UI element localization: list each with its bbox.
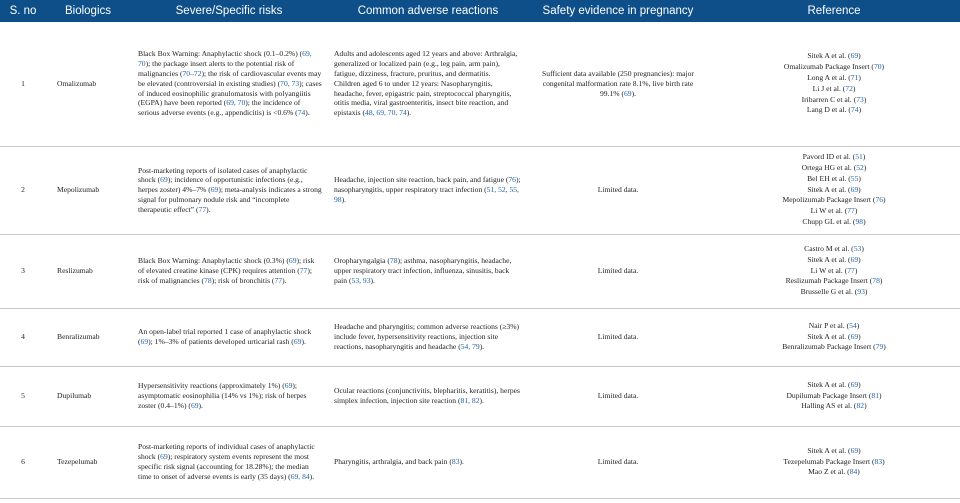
citation-number[interactable]: 81, 82 [460, 396, 480, 405]
table-row [0, 146, 960, 234]
reference-name: Sitek A et al. ( [807, 254, 851, 264]
reference-number-link[interactable]: 53 [853, 244, 862, 253]
reference-cell [708, 366, 960, 426]
reference-entry [712, 287, 956, 298]
reference-name: Omalizumab Package Insert ( [783, 62, 874, 72]
cell-text: ); respiratory system events represent the most specific risk signal (accounting for 18.28%); the median time to onset of adverse events is early (35 days) ( [138, 452, 310, 481]
reference-number-link[interactable]: 69 [850, 51, 859, 61]
reference-number-link[interactable]: 69 [850, 379, 859, 389]
cell-text: Limited data. [597, 266, 639, 276]
reference-name: Nair P et al. ( [808, 320, 850, 330]
reference-number-link[interactable]: 77 [847, 265, 855, 275]
reference-tail: ) [858, 445, 861, 455]
severe-risks-cell [130, 366, 328, 426]
cell-text: Black Box Warning: Anaphylactic shock (0.1–0.2%) ( [138, 49, 303, 59]
cell-text: ); nasopharyngitis, upper respiratory tract infection ( [334, 175, 521, 195]
cell-text: ); asymptomatic eosinophilia (14% vs 1%); risk of herpes zoster (0.4–1%) ( [138, 381, 307, 410]
reference-name: Sitek A et al. ( [807, 445, 851, 455]
cell-text: Post-marketing reports of individual cases of anaphylactic shock ( [138, 442, 315, 462]
reference-name: Ortega HG et al. ( [801, 163, 857, 172]
biologic-name: Reslizumab [46, 234, 130, 308]
severe-risks-cell [130, 426, 328, 498]
pregnancy-evidence-cell [528, 366, 708, 426]
reference-entry [712, 95, 956, 106]
reference-tail: ) [881, 62, 885, 72]
reference-entry [712, 73, 956, 84]
citation-number[interactable]: 51, 52, 55, 98 [334, 185, 519, 204]
row-number: 3 [0, 234, 46, 308]
reference-cell [708, 308, 960, 366]
reference-number-link[interactable]: 74 [850, 105, 859, 115]
reference-tail: ) [861, 244, 864, 253]
reference-entry [712, 51, 956, 62]
reference-name: Long A et al. ( [807, 72, 851, 82]
reference-entry [712, 457, 956, 468]
pregnancy-evidence-cell [528, 308, 708, 366]
row-number: 6 [0, 426, 46, 498]
reference-tail: ) [864, 287, 868, 297]
reference-entry [712, 244, 956, 255]
reference-name: Sitek A et al. ( [807, 379, 851, 389]
reference-tail: ) [856, 320, 860, 330]
reference-tail: ) [863, 216, 866, 226]
citation-number[interactable]: 70, 73 [280, 78, 300, 88]
citation-number[interactable]: 69 [190, 400, 199, 410]
row-number: 5 [0, 366, 46, 426]
reference-entry [712, 217, 956, 228]
reference-number-link[interactable]: 69 [850, 184, 859, 194]
cell-text: Pharyngitis, arthralgia, and back pain ( [334, 457, 452, 467]
reference-entry [712, 276, 956, 287]
reference-tail: ) [863, 163, 867, 172]
reference-entry [712, 195, 956, 206]
cell-text: ). [631, 88, 637, 98]
row-number: 1 [0, 22, 46, 146]
reference-number-link[interactable]: 98 [855, 216, 864, 226]
cell-text: ). [479, 396, 484, 405]
reference-entry [712, 206, 956, 217]
reference-number-link[interactable]: 71 [850, 72, 859, 82]
cell-text: ); cases of induced eosinophilic granulomatosis with polyangiitis (EGPA) have been reported ( [138, 78, 322, 108]
reference-name: Benralizumab Package Insert ( [782, 342, 876, 352]
severe-risks-cell [130, 146, 328, 234]
reference-number-link[interactable]: 55 [850, 173, 859, 183]
citation-number[interactable]: 77 [274, 275, 283, 285]
citation-number[interactable]: 78 [389, 256, 398, 266]
reference-entry [712, 332, 956, 343]
reference-tail: ) [858, 105, 862, 115]
header-safety-evidence-pregnancy: Safety evidence in pregnancy [528, 0, 708, 22]
reference-name: Sitek A et al. ( [807, 184, 851, 194]
cell-text: ). [370, 275, 375, 285]
adverse-reactions-cell [328, 146, 528, 234]
adverse-reactions-cell [328, 308, 528, 366]
reference-name: Reslizumab Package Insert ( [785, 276, 873, 286]
cell-text: ); risk of elevated creatine kinase (CPK) requires attention ( [138, 256, 315, 276]
citation-number[interactable]: 78 [204, 275, 212, 285]
severe-risks-cell [130, 308, 328, 366]
cell-text: ); incidence of opportunistic infections (e.g., herpes zoster) 4%–7% ( [138, 175, 303, 195]
citation-number[interactable]: 69 [288, 256, 297, 266]
cell-text: Post-marketing reports of isolated cases of anaphylactic shock ( [138, 165, 308, 185]
citation-number[interactable]: 74 [297, 108, 306, 118]
cell-text: Limited data. [597, 332, 639, 342]
reference-name: Bel EH et al. ( [807, 173, 851, 183]
reference-number-link[interactable]: 72 [845, 83, 853, 93]
adverse-reactions-cell [328, 426, 528, 498]
reference-tail: ) [882, 456, 885, 466]
reference-cell [708, 146, 960, 234]
adverse-reactions-cell [328, 366, 528, 426]
cell-text: ); meta-analysis indicates a strong signal for pulmonary nodule risk and “incomplete therapeutic effect” ( [138, 185, 322, 214]
reference-tail: ) [879, 276, 883, 286]
citation-number[interactable]: 53, 93 [351, 275, 371, 285]
reference-tail: ) [858, 379, 861, 389]
reference-number-link[interactable]: 69 [850, 445, 859, 455]
table-row [0, 22, 960, 146]
row-number: 2 [0, 146, 46, 234]
reference-tail: ) [879, 390, 882, 400]
reference-entry [712, 342, 956, 353]
reference-number-link[interactable]: 79 [875, 342, 884, 352]
cell-text: ). [479, 341, 485, 351]
reference-name: Li W et al. ( [810, 206, 848, 216]
citation-number[interactable]: 70–72 [182, 69, 202, 79]
reference-entry [712, 255, 956, 266]
reference-entry [712, 105, 956, 116]
citation-number[interactable]: 69 [284, 381, 293, 391]
reference-tail: ) [852, 83, 856, 93]
table-header [0, 0, 960, 22]
reference-number-link[interactable]: 84 [849, 467, 858, 477]
cell-text: ); 1%–3% of patients developed urticarial rash ( [148, 337, 294, 346]
table-row [0, 308, 960, 366]
reference-entry [712, 185, 956, 196]
reference-cell [708, 22, 960, 146]
cell-text: ). [305, 108, 310, 118]
cell-text: Black Box Warning: Anaphylactic shock (0.3%) ( [138, 256, 289, 266]
cell-text: ). [282, 275, 287, 285]
reference-tail: ) [854, 206, 858, 216]
cell-text: ); risk of malignancies ( [138, 266, 312, 285]
reference-entry [712, 152, 956, 163]
cell-text: Hypersensitivity reactions (approximately 1%) ( [138, 381, 285, 391]
cell-text: ). [206, 204, 211, 214]
reference-number-link[interactable]: 83 [874, 456, 883, 466]
header-common-adverse-reactions: Common adverse reactions [328, 0, 528, 22]
reference-name: Li W et al. ( [810, 265, 848, 275]
reference-tail: ) [858, 173, 861, 183]
cell-text: ). [406, 108, 412, 118]
citation-number[interactable]: 69 [140, 337, 149, 346]
reference-number-link[interactable]: 73 [856, 94, 864, 104]
reference-name: Castro M et al. ( [804, 244, 854, 253]
reference-name: Sitek A et al. ( [807, 331, 851, 341]
cell-text: ); asthma, nasopharyngitis, headache, upper respiratory tract infection, influenza, sinusitis, back pain ( [334, 256, 512, 285]
table-row [0, 366, 960, 426]
cell-text: Children aged 6 to under 12 years: Nasopharyngitis, headache, fever, epigastric pain, streptococcal pharyngitis, otitis media, viral gastroenteritis, insect bite reaction, and epistaxis ( [334, 78, 512, 118]
adverse-reactions-cell [328, 234, 528, 308]
pregnancy-evidence-cell [528, 22, 708, 146]
reference-number-link[interactable]: 77 [847, 206, 855, 216]
reference-name: Dupilumab Package Insert ( [786, 390, 872, 400]
reference-entry [712, 391, 956, 402]
reference-tail: ) [857, 467, 860, 477]
reference-name: Iribarren C et al. ( [801, 94, 857, 104]
citation-number[interactable]: 69 [624, 88, 632, 98]
citation-number[interactable]: 69, 84 [290, 471, 310, 481]
reference-entry [712, 84, 956, 95]
reference-tail: ) [862, 152, 866, 162]
reference-name: Mepolizumab Package Insert ( [782, 195, 876, 205]
citation-number[interactable]: 76 [508, 175, 516, 185]
cell-text: ). [459, 457, 464, 467]
reference-name: Tezepelumab Package Insert ( [783, 456, 875, 466]
citation-number[interactable]: 69 [160, 175, 168, 185]
severe-risks-cell [130, 22, 328, 146]
header-row [0, 0, 960, 22]
reference-tail: ) [858, 254, 861, 264]
cell-text: ); the risk of cardiovascular events may be elevated (controversial in existing studies) ( [138, 69, 322, 88]
cell-text: ). [309, 471, 315, 481]
reference-tail: ) [864, 401, 867, 411]
severe-risks-cell [130, 234, 328, 308]
reference-number-link[interactable]: 51 [855, 152, 863, 162]
reference-number-link[interactable]: 54 [849, 320, 857, 330]
reference-number-link[interactable]: 70 [873, 62, 882, 72]
reference-number-link[interactable]: 82 [856, 401, 865, 411]
reference-number-link[interactable]: 69 [850, 331, 859, 341]
table-row [0, 234, 960, 308]
cell-text: ); the package insert alerts to the potential risk of malignancies ( [138, 59, 295, 79]
reference-entry [712, 266, 956, 277]
biologic-name: Omalizumab [46, 22, 130, 146]
cell-text: Sufficient data available (250 pregnancies): major congenital malformation rate 8.1%, live birth rate 99.1% ( [542, 69, 694, 98]
reference-number-link[interactable]: 52 [856, 163, 864, 172]
citation-number[interactable]: 54, 79 [460, 341, 480, 351]
reference-cell [708, 234, 960, 308]
biologic-name: Mepolizumab [46, 146, 130, 234]
reference-name: Pavord ID et al. ( [802, 152, 856, 162]
cell-text: An open-label trial reported 1 case of anaphylactic shock ( [138, 327, 312, 346]
reference-entry [712, 174, 956, 185]
biologic-name: Tezepelumab [46, 426, 130, 498]
header-biologics: Biologics [46, 0, 130, 22]
reference-number-link[interactable]: 93 [857, 287, 865, 297]
cell-text: Adults and adolescents aged 12 years and above: Arthralgia, generalized or localized pain (e.g., leg pain, arm pain), fatigue, dizziness, fracture, pruritus, and dermatitis. [334, 49, 518, 79]
biologic-name: Benralizumab [46, 308, 130, 366]
pregnancy-evidence-cell [528, 146, 708, 234]
citation-number[interactable]: 69 [160, 452, 168, 462]
cell-text: Headache, injection site reaction, back pain, and fatigue ( [334, 175, 509, 185]
reference-name: Lang D et al. ( [806, 105, 851, 115]
reference-tail: ) [858, 51, 861, 61]
cell-text: ); risk of bronchitis ( [211, 275, 275, 285]
citation-number[interactable]: 69, 70 [226, 98, 246, 108]
cell-text: Limited data. [597, 391, 639, 401]
adverse-reactions-cell [328, 22, 528, 146]
reference-number-link[interactable]: 69 [850, 254, 859, 264]
header-severe-specific-risks: Severe/Specific risks [130, 0, 328, 22]
citation-number[interactable]: 77 [198, 204, 207, 214]
reference-tail: ) [863, 94, 867, 104]
reference-tail: ) [858, 331, 861, 341]
reference-name: Brusselle G et al. ( [800, 287, 858, 297]
reference-number-link[interactable]: 81 [871, 390, 880, 400]
reference-number-link[interactable]: 76 [875, 195, 884, 205]
reference-entry [712, 467, 956, 478]
pregnancy-evidence-cell [528, 234, 708, 308]
reference-tail: ) [858, 72, 861, 82]
citation-number[interactable]: 48, 69, 70, 74 [365, 108, 407, 118]
reference-entry [712, 380, 956, 391]
cell-text: ). [341, 194, 347, 204]
cell-text: Limited data. [597, 185, 639, 195]
cell-text: Ocular reactions (conjunctivitis, blepharitis, keratitis), herpes simplex infection, injection site reaction ( [334, 386, 520, 405]
biologic-name: Dupilumab [46, 366, 130, 426]
reference-name: Sitek A et al. ( [807, 51, 851, 61]
citation-number[interactable]: 69 [210, 185, 219, 195]
cell-text: ). [301, 337, 306, 346]
cell-text: ). [198, 400, 203, 410]
reference-tail: ) [883, 342, 886, 352]
cell-text: Limited data. [597, 457, 639, 467]
reference-entry [712, 446, 956, 457]
reference-entry [712, 62, 956, 73]
table-row [0, 426, 960, 498]
reference-entry [712, 163, 956, 174]
cell-text: Headache and pharyngitis; common adverse reactions (≥3%) include fever, hypersensitivity reactions, injection site reactions, nasopharyngitis and headache ( [334, 322, 520, 351]
reference-number-link[interactable]: 78 [872, 276, 880, 286]
row-number: 4 [0, 308, 46, 366]
reference-tail: ) [883, 195, 886, 205]
header-s-no: S. no [0, 0, 46, 22]
reference-entry [712, 321, 956, 332]
reference-name: Li J et al. ( [812, 83, 846, 93]
reference-tail: ) [858, 184, 861, 194]
reference-tail: ) [854, 265, 858, 275]
reference-entry [712, 401, 956, 412]
reference-cell [708, 426, 960, 498]
citation-number[interactable]: 69, 70 [138, 49, 312, 69]
pregnancy-evidence-cell [528, 426, 708, 498]
table-body [0, 22, 960, 498]
cell-text: Oropharyngalgia ( [334, 256, 390, 266]
citation-number[interactable]: 83 [451, 457, 460, 467]
reference-name: Mao Z et al. ( [808, 467, 850, 477]
citation-number[interactable]: 69 [293, 337, 302, 346]
cell-text: ); the incidence of serious adverse events (e.g., appendicitis) is <0.6% ( [138, 98, 301, 118]
reference-name: Chupp GL et al. ( [802, 216, 856, 226]
citation-number[interactable]: 77 [299, 266, 308, 276]
header-reference: Reference [708, 0, 960, 22]
reference-name: Halling AS et al. ( [801, 401, 857, 411]
